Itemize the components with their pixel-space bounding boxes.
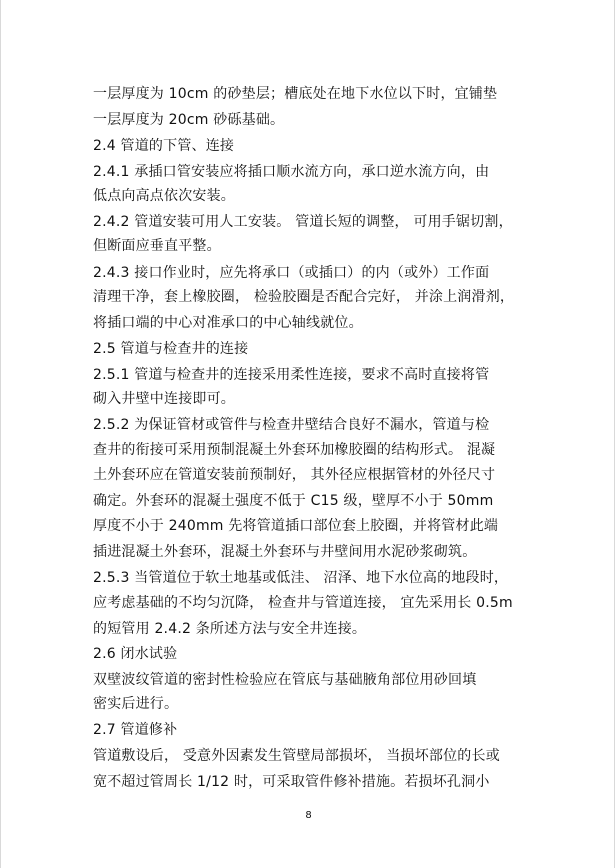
text-line: 双壁波纹管道的密封性检验应在管底与基础腋角部位用砂回填 (93, 672, 477, 688)
text-line: 砌入井壁中连接即可。 (93, 391, 235, 407)
text-line: 管道敷设后， 受意外因素发生管壁局部损坏， 当损坏部位的长或 (93, 748, 500, 764)
section-heading: 2.5 管道与检查井的连接 (93, 341, 249, 357)
text-line: 宽不超过管周长 1/12 时，可采取管件修补措施。若损坏孔洞小 (93, 774, 490, 790)
text-line: 的短管用 2.4.2 条所述方法与安全井连接。 (93, 621, 367, 637)
text-line: 将插口端的中心对准承口的中心轴线就位。 (93, 315, 363, 331)
text-line: 2.4.2 管道安装可用人工安装。 管道长短的调整， 可用手锯切割， (93, 214, 513, 230)
section-heading: 2.6 闭水试验 (93, 646, 178, 662)
text-line: 一层厚度为 10cm 的砂垫层；槽底处在地下水位以下时，宜铺垫 (93, 86, 498, 102)
section-heading: 2.4 管道的下管、连接 (93, 138, 235, 154)
text-line: 2.4.3 接口作业时，应先将承口（或插口）的内（或外）工作面 (93, 265, 490, 281)
text-line: 2.5.2 为保证管材或管件与检查井壁结合良好不漏水，管道与检 (93, 417, 490, 433)
page-number: 8 (305, 810, 312, 821)
text-line: 清理干净，套上橡胶圈， 检验胶圈是否配合完好， 并涂上润滑剂， (93, 289, 515, 305)
text-line: 密实后进行。 (93, 696, 179, 712)
text-line: 厚度不小于 240mm 先将管道插口部位套上胶圈，并将管材此端 (93, 518, 499, 534)
text-line: 一层厚度为 20cm 砂砾基础。 (93, 112, 285, 128)
text-line: 但断面应垂直平整。 (93, 238, 221, 254)
text-line: 应考虑基础的不均匀沉降， 检查井与管道连接， 宜先采用长 0.5m (93, 595, 513, 611)
text-line: 插进混凝土外套环，混凝土外套环与井壁间用水泥砂浆砌筑。 (93, 544, 477, 560)
text-line: 2.4.1 承插口管安装应将插口顺水流方向，承口逆水流方向，由 (93, 164, 490, 180)
section-heading: 2.7 管道修补 (93, 722, 178, 738)
text-line: 低点向高点依次安装。 (93, 188, 235, 204)
text-line: 2.5.3 当管道位于软土地基或低洼、 沼泽、地下水位高的地段时， (93, 570, 509, 586)
text-line: 2.5.1 管道与检查井的连接采用柔性连接，要求不高时直接将管 (93, 367, 490, 383)
text-line: 确定。外套环的混凝土强度不低于 C15 级，壁厚不小于 50mm (93, 493, 494, 509)
text-line: 查井的衔接可采用预制混凝土外套环加橡胶圈的结构形式。 混凝 (93, 442, 496, 458)
text-line: 土外套环应在管道安装前预制好， 其外径应根据管材的外径尺寸 (93, 467, 496, 483)
